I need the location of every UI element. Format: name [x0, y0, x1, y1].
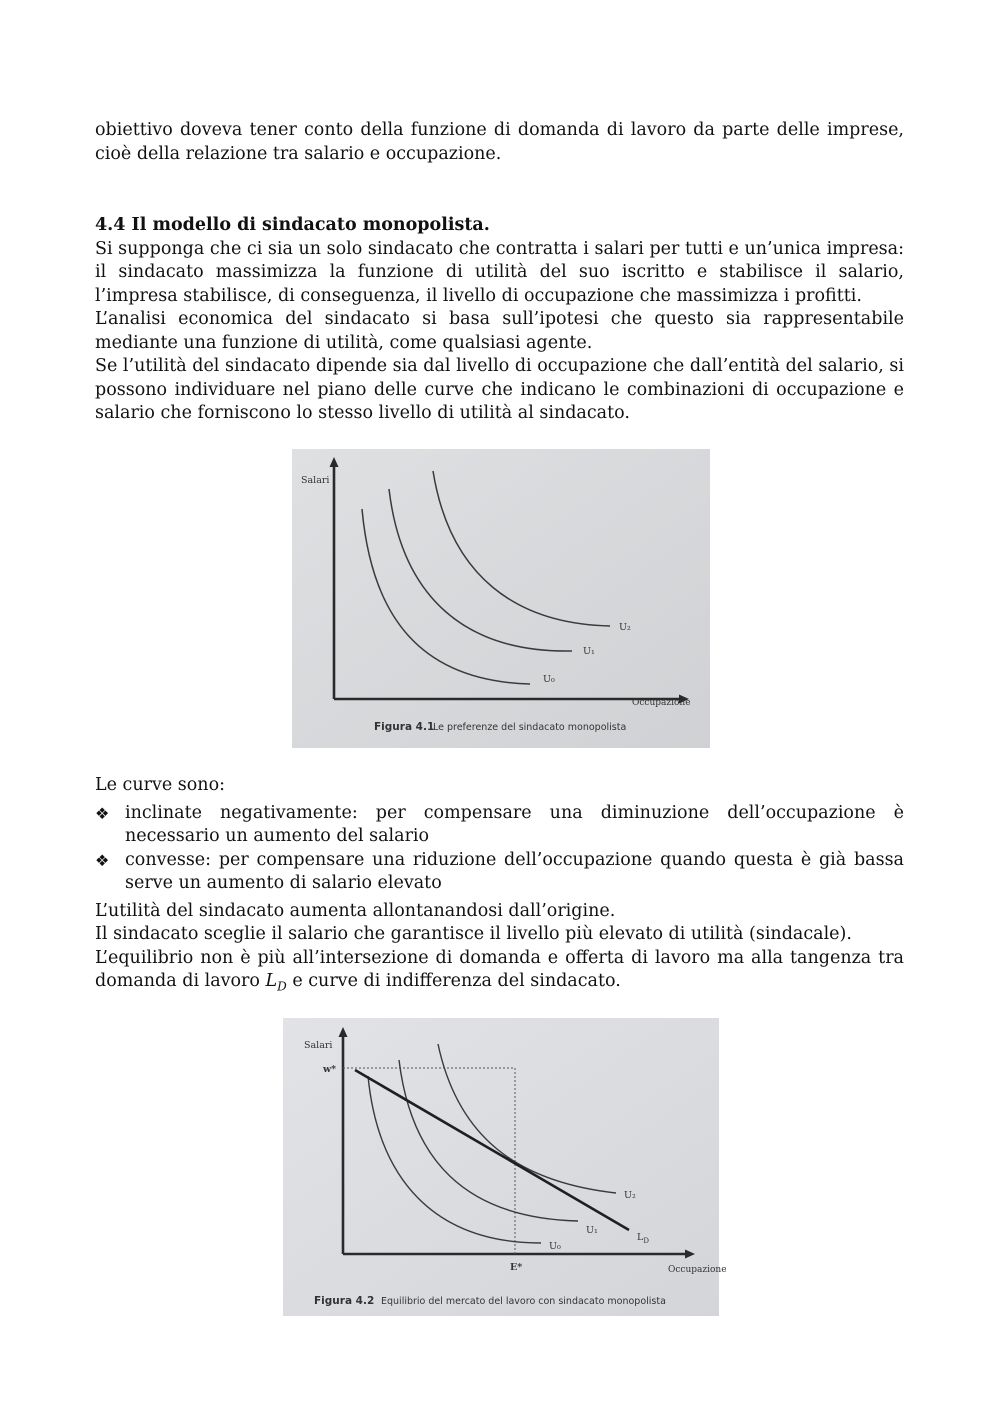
section-paragraph-3: Se l’utilità del sindacato dipende sia dal livello di occupazione che dall’entità del salario, si possono individuare nel piano delle curve che indicano le combinazioni di occupazione e salario che forniscono lo stesso livello di utilità al sindacato. — [95, 356, 904, 423]
x-axis-label: Occupazione — [668, 1265, 727, 1275]
curve-u2-label: U₂ — [619, 622, 631, 633]
utility-sentence: L’utilità del sindacato aumenta allontanandosi dall’origine. — [95, 900, 616, 921]
intro-paragraph-block — [95, 119, 904, 166]
ld-symbol-letter: L — [265, 971, 278, 991]
figure-4-2-background — [283, 1018, 719, 1316]
choice-sentence: Il sindacato sceglie il salario che garantisce il livello più elevato di utilità (sindacale). — [95, 924, 852, 944]
w-star-label: w* — [323, 1064, 337, 1075]
ld-label-subscript: D — [643, 1237, 649, 1245]
section-heading: 4.4 Il modello di sindacato monopolista. — [95, 215, 490, 235]
intro-paragraph: obiettivo doveva tener conto della funzione di domanda di lavoro da parte delle imprese, cioè della relazione tra salario e occupazione. — [95, 120, 904, 164]
equilibrium-text-before: L’equilibrio non è più all’intersezione di domanda e offerta di lavoro ma alla tangenza tra domanda di lavoro — [95, 947, 904, 991]
figure-4-2-graphic — [283, 1018, 727, 1316]
figure-4-1-caption-number: Figura 4.1 — [374, 721, 435, 733]
figure-4-2-caption-text: Equilibrio del mercato del lavoro con sindacato monopolista — [381, 1296, 666, 1307]
figure-4-2-caption-number: Figura 4.2 — [314, 1295, 375, 1307]
section-paragraph-1: Si supponga che ci sia un solo sindacato che contratta i salari per tutti e un’unica impresa: il sindacato massimizza la funzione di utilità del suo iscritto e stabilisce il salario, l’impresa stabilisce, di conseguenza, il livello di occupazione che massimizza i profitti. — [95, 238, 904, 306]
ld-symbol — [265, 971, 287, 994]
curve-u1-label: U₁ — [586, 1225, 598, 1236]
curves-section-block — [95, 774, 904, 999]
e-star-label: E* — [510, 1262, 523, 1273]
curves-bullet-list — [95, 802, 904, 896]
curve-u2-label: U₂ — [624, 1190, 636, 1201]
equilibrium-sentence — [95, 947, 904, 1000]
figure-4-1 — [292, 449, 710, 748]
section-paragraph-2: L’analisi economica del sindacato si basa sull’ipotesi che questo sia rappresentabile mediante una funzione di utilità, come qualsiasi agente. — [95, 309, 904, 353]
curves-bullet-item — [95, 802, 904, 849]
curve-u1-label: U₁ — [583, 646, 595, 657]
curves-bullet-text: inclinate negativamente: per compensare una diminuzione dell’occupazione è necessario un aumento del salario — [125, 802, 904, 846]
diamond-bullet-icon: ❖ — [95, 850, 110, 870]
y-axis-label: Salari — [301, 475, 330, 486]
figure-4-1-caption-text: Le preferenze del sindacato monopolista — [433, 722, 627, 733]
section-block — [95, 214, 904, 426]
figure-4-1-graphic — [292, 449, 710, 748]
x-axis-label: Occupazione — [632, 698, 691, 708]
diamond-bullet-icon: ❖ — [95, 803, 110, 823]
curve-u0-label: U₀ — [543, 674, 555, 685]
y-axis-label: Salari — [304, 1040, 333, 1051]
ld-symbol-subscript: D — [277, 979, 287, 994]
ld-label-letter: L — [637, 1232, 644, 1243]
equilibrium-text-after: e curve di indifferenza del sindacato. — [286, 971, 621, 991]
curves-bullet-item — [95, 849, 904, 896]
curve-u0-label: U₀ — [549, 1241, 561, 1252]
curves-bullet-text: convesse: per compensare una riduzione dell’occupazione quando questa è già bassa serve un aumento di salario elevato — [125, 849, 904, 893]
curves-intro: Le curve sono: — [95, 775, 226, 795]
figure-4-2 — [283, 1018, 727, 1316]
